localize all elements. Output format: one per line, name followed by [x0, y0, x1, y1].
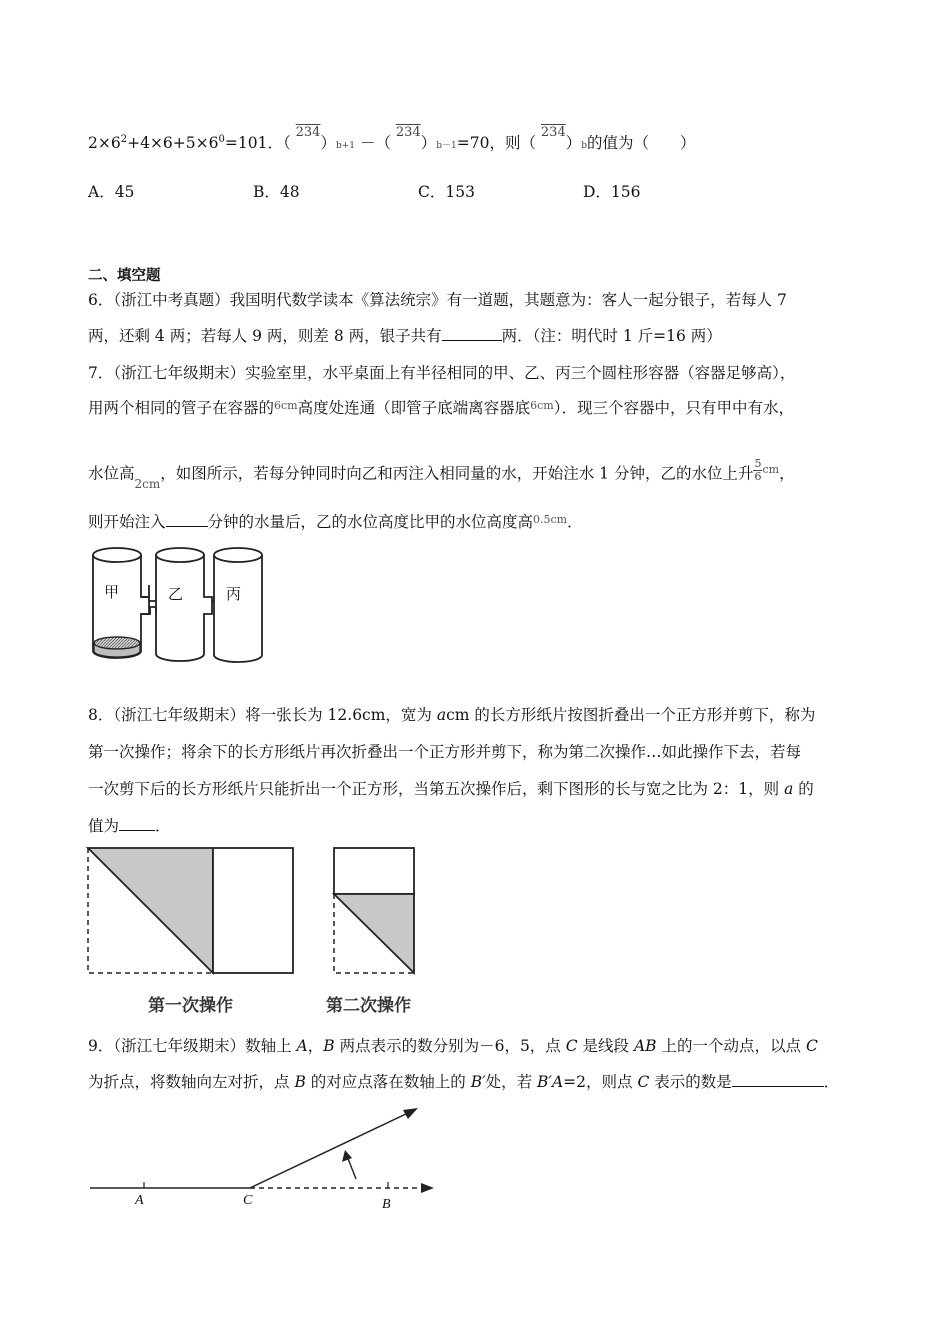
q5-option-c[interactable]: C．153 — [418, 183, 475, 201]
q7-frac-num: 5 — [754, 457, 762, 470]
q6-text: 两．（注：明代时 1 斤=16 两） — [501, 327, 722, 345]
q5-overline-number: 234 — [540, 125, 566, 141]
q8-text: 值为 — [88, 817, 120, 835]
q9-var: B′ — [470, 1073, 486, 1091]
q6-text: 两，还剩 4 两；若每人 9 两，则差 8 两，银子共有 — [88, 327, 442, 345]
q7-text: ， — [779, 464, 795, 483]
q8-variable-a: a — [784, 780, 794, 798]
cylinder-jia-top — [93, 548, 141, 562]
q9-text: 为折点，将数轴向左对折，点 — [88, 1073, 295, 1091]
q9-line-2 — [88, 1072, 839, 1092]
cylinder-bing-top — [214, 548, 262, 562]
q7-line-3 — [88, 457, 795, 491]
q5-text: ） — [320, 134, 336, 153]
q9-var: B′A — [537, 1073, 564, 1091]
q9-text: 表示的数是 — [649, 1073, 732, 1091]
q8-text: 8．（浙江七年级期末）将一张长为 12.6cm，宽为 — [88, 706, 437, 724]
q8-line-4 — [88, 816, 171, 836]
q5-subscript: b+1 — [335, 141, 356, 152]
q7-unit: cm — [762, 462, 780, 476]
q7-text: ． — [567, 513, 583, 531]
q6-line-1: 6．（浙江中考真题）我国明代数学读本《算法统宗》有一道题，其题意为：客人一起分银子，若每人 7 — [88, 291, 787, 309]
folded-ray — [250, 1112, 410, 1188]
q8-text: 的 — [793, 780, 814, 798]
q5-overline-number: 234 — [395, 125, 421, 141]
q8-line-3 — [88, 779, 814, 799]
q5-option-a[interactable]: A．45 — [88, 183, 135, 201]
q5-text: 的值为（ ） — [587, 134, 696, 153]
q7-line-2 — [88, 398, 794, 420]
q8-text: ． — [155, 817, 171, 835]
q9-var: B — [294, 1073, 306, 1091]
q7-line-4 — [88, 512, 583, 534]
q8-text: cm 的长方形纸片按图折叠出一个正方形并剪下，称为 — [446, 706, 816, 724]
q9-text: 是线段 — [577, 1037, 634, 1055]
q6-answer-blank[interactable] — [442, 326, 502, 341]
q9-number-line-figure — [88, 1100, 448, 1220]
first-fold-triangle — [88, 848, 213, 973]
q9-text: 两点表示的数分别为－6，5，点 — [334, 1037, 566, 1055]
folded-ray-arrowhead — [403, 1108, 418, 1119]
caption-second-operation: 第二次操作 — [326, 996, 411, 1016]
q7-frac-den: 6 — [754, 470, 762, 483]
caption-first-operation: 第一次操作 — [148, 996, 233, 1016]
q9-var: AB — [633, 1037, 657, 1055]
q9-text: 的对应点落在数轴上的 — [305, 1073, 471, 1091]
second-fold-triangle — [334, 894, 414, 973]
q9-var: C — [637, 1073, 650, 1091]
cylinder-yi-top — [156, 548, 204, 562]
label-jia: 甲 — [104, 583, 120, 601]
q5-text: 2×6 — [88, 134, 121, 153]
q7-text: 水位高 — [88, 464, 135, 483]
first-remaining-rect — [213, 848, 293, 973]
rotation-arrow-head — [342, 1150, 352, 1162]
q9-text: ． — [823, 1073, 840, 1091]
q9-text: ， — [307, 1037, 324, 1055]
axis-label-c: C — [243, 1193, 253, 1208]
q7-answer-blank[interactable] — [166, 512, 208, 527]
q9-text: 上的一个动点，以点 — [656, 1037, 806, 1055]
second-operation-diagram — [334, 848, 414, 973]
q5-overline-number: 234 — [295, 125, 321, 141]
q5-text: ） — [420, 134, 437, 153]
section-heading: 二、填空题 — [88, 268, 161, 284]
q9-text: 9．（浙江七年级期末）数轴上 — [88, 1037, 297, 1055]
cylinder-bing-body — [212, 555, 262, 662]
q5-text: ） — [565, 134, 582, 153]
label-yi: 乙 — [168, 585, 184, 603]
q5-sup: 0 — [218, 134, 225, 145]
label-bing: 丙 — [226, 585, 242, 603]
q9-var: C — [565, 1037, 578, 1055]
q5-option-b[interactable]: B．48 — [253, 183, 300, 201]
q9-text: 处，若 — [485, 1073, 538, 1091]
q8-line-1 — [88, 705, 815, 725]
water-in-jia — [94, 637, 140, 657]
q7-text: 则开始注入 — [88, 513, 166, 531]
q9-text: =2，则点 — [563, 1073, 638, 1091]
q7-unit: 6cm — [530, 399, 554, 412]
q9-var: B — [323, 1037, 335, 1055]
q8-text: 一次剪下后的长方形纸片只能折出一个正方形，当第五次操作后，剩下图形的长与宽之比为 2：1，则 — [88, 780, 785, 798]
q5-option-d[interactable]: D．156 — [583, 183, 641, 201]
q9-line-1 — [88, 1036, 818, 1056]
axis-label-a: A — [135, 1193, 144, 1208]
q5-text: －（ — [359, 134, 391, 153]
cylinder-yi-body — [149, 555, 212, 661]
q7-text: 用两个相同的管子在容器的 — [88, 399, 275, 417]
q7-text: ，如图所示，若每分钟同时向乙和丙注入相同量的水，开始注水 1 分钟，乙的水位上升 — [160, 464, 754, 483]
q5-sup: 2 — [120, 134, 128, 145]
q5-text: +4×6+5×6 — [127, 134, 219, 153]
q8-line-2: 第一次操作；将余下的长方形纸片再次折叠出一个正方形并剪下，称为第二次操作…如此操作下去，若每 — [88, 743, 802, 761]
q7-unit: 6cm — [274, 399, 298, 412]
q5-subscript: b — [581, 141, 588, 152]
q7-cylinders-figure — [88, 543, 278, 668]
q7-text: 高度处连通（即管子底端离容器底 — [297, 399, 531, 417]
q5-subscript: b－1 — [436, 141, 457, 152]
axis-label-b: B — [382, 1197, 391, 1212]
q7-unit: 2cm — [134, 476, 161, 491]
q8-variable-a: a — [436, 706, 447, 724]
first-operation-diagram — [88, 848, 293, 973]
q7-text: ）．现三个容器中，只有甲中有水， — [553, 399, 794, 417]
q8-answer-blank[interactable] — [119, 816, 155, 831]
q9-answer-blank[interactable] — [732, 1072, 824, 1087]
q5-expression-line — [88, 125, 696, 156]
q5-text: =101．（ — [224, 134, 291, 153]
axis-arrowhead — [421, 1183, 434, 1193]
second-top-rect — [334, 848, 414, 894]
q9-var: A — [296, 1037, 308, 1055]
q7-text: 分钟的水量后，乙的水位高度比甲的水位高度高 — [207, 513, 534, 531]
q7-line-1: 7．（浙江七年级期末）实验室里，水平桌面上有半径相同的甲、乙、丙三个圆柱形容器（容器足够高）， — [88, 364, 796, 382]
q6-line-2 — [88, 326, 722, 346]
q7-unit: 0.5cm — [533, 513, 568, 526]
q9-var: C — [805, 1037, 818, 1055]
q8-folding-figure — [86, 845, 426, 1020]
q5-text: =70，则（ — [456, 134, 536, 153]
